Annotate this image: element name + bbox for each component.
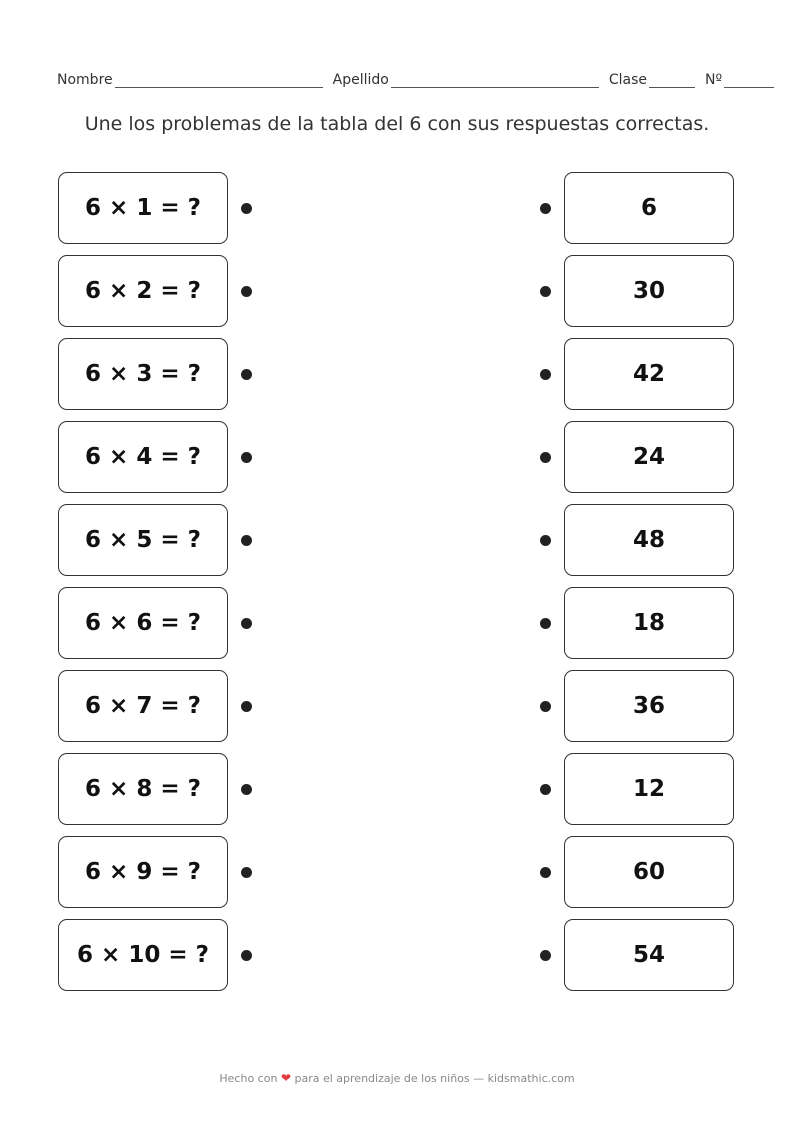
nombre-line[interactable]: [115, 73, 323, 88]
clase-line[interactable]: [649, 73, 695, 88]
problem-dot[interactable]: [241, 452, 252, 463]
problem-dot[interactable]: [241, 867, 252, 878]
answer-dot[interactable]: [540, 867, 551, 878]
matching-row: [0, 919, 794, 1002]
matching-row: [0, 255, 794, 338]
apellido-field[interactable]: [333, 72, 599, 88]
problem-box[interactable]: 6 × 6 = ?: [58, 587, 228, 659]
answer-dot[interactable]: [540, 369, 551, 380]
problem-dot[interactable]: [241, 369, 252, 380]
clase-label: Clase: [608, 72, 647, 88]
answer-dot[interactable]: [540, 784, 551, 795]
matching-row: [0, 338, 794, 421]
matching-row: [0, 836, 794, 919]
answer-dot[interactable]: [540, 203, 551, 214]
problem-box[interactable]: 6 × 2 = ?: [58, 255, 228, 327]
matching-row: [0, 753, 794, 836]
problem-dot[interactable]: [241, 618, 252, 629]
nombre-label: Nombre: [57, 72, 113, 88]
matching-row: [0, 172, 794, 255]
answer-box[interactable]: 48: [564, 504, 734, 576]
answer-box[interactable]: 42: [564, 338, 734, 410]
footer-text-after: para el aprendizaje de los niños — kidsmathic.com: [294, 1072, 575, 1085]
matching-row: [0, 421, 794, 504]
answer-box[interactable]: 24: [564, 421, 734, 493]
instructions: Une los problemas de la tabla del 6 con sus respuestas correctas.: [84, 113, 710, 135]
problem-box[interactable]: 6 × 8 = ?: [58, 753, 228, 825]
nombre-field[interactable]: [57, 72, 323, 88]
clase-field[interactable]: [609, 72, 695, 88]
answer-dot[interactable]: [540, 452, 551, 463]
matching-row: [0, 670, 794, 753]
answer-dot[interactable]: [540, 950, 551, 961]
heart-icon: ❤: [280, 1071, 291, 1085]
numero-field[interactable]: [705, 72, 774, 88]
problem-box[interactable]: 6 × 3 = ?: [58, 338, 228, 410]
apellido-line[interactable]: [391, 73, 599, 88]
problem-box[interactable]: 6 × 1 = ?: [58, 172, 228, 244]
name-header: [57, 68, 777, 88]
matching-row: [0, 504, 794, 587]
answer-box[interactable]: 30: [564, 255, 734, 327]
answer-box[interactable]: 6: [564, 172, 734, 244]
numero-line[interactable]: [724, 73, 774, 88]
problem-dot[interactable]: [241, 701, 252, 712]
matching-row: [0, 587, 794, 670]
problem-dot[interactable]: [241, 535, 252, 546]
footer-text-before: Hecho con: [219, 1072, 278, 1085]
answer-box[interactable]: 18: [564, 587, 734, 659]
answer-box[interactable]: 54: [564, 919, 734, 991]
answer-box[interactable]: 60: [564, 836, 734, 908]
problem-box[interactable]: 6 × 7 = ?: [58, 670, 228, 742]
problem-dot[interactable]: [241, 784, 252, 795]
answer-dot[interactable]: [540, 701, 551, 712]
problem-box[interactable]: 6 × 9 = ?: [58, 836, 228, 908]
answer-dot[interactable]: [540, 618, 551, 629]
answer-box[interactable]: 36: [564, 670, 734, 742]
matching-rows: [0, 172, 794, 1002]
numero-label: Nº: [704, 72, 723, 88]
answer-dot[interactable]: [540, 535, 551, 546]
answer-box[interactable]: 12: [564, 753, 734, 825]
problem-dot[interactable]: [241, 950, 252, 961]
apellido-label: Apellido: [332, 72, 389, 88]
problem-dot[interactable]: [241, 203, 252, 214]
problem-box[interactable]: 6 × 4 = ?: [58, 421, 228, 493]
problem-box[interactable]: 6 × 5 = ?: [58, 504, 228, 576]
problem-dot[interactable]: [241, 286, 252, 297]
problem-box[interactable]: 6 × 10 = ?: [58, 919, 228, 991]
answer-dot[interactable]: [540, 286, 551, 297]
footer: [0, 1071, 794, 1085]
